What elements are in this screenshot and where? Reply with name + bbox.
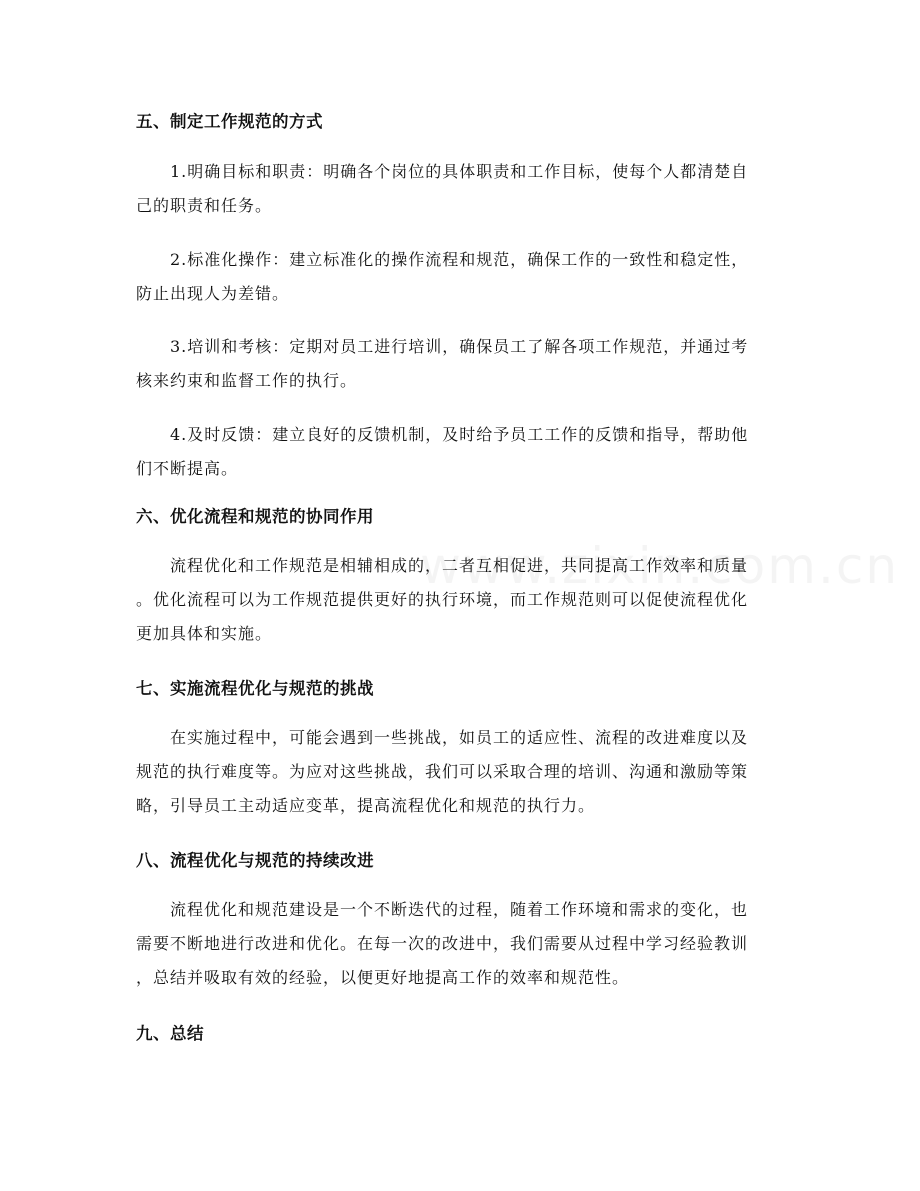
paragraph-line: 流程优化和工作规范是相辅相成的，二者互相促进，共同提高工作效率和质量 — [170, 556, 749, 575]
paragraph-line: 需要不断地进行改进和优化。在每一次的改进中，我们需要从过程中学习经验教训 — [136, 934, 749, 953]
list-item-training-assessment — [136, 330, 748, 398]
paragraph-line: 略，引导员工主动适应变革，提高流程优化和规范的执行力。 — [136, 796, 596, 815]
paragraph-line: 更加具体和实施。 — [136, 624, 273, 643]
paragraph-line: 2.标准化操作：建立标准化的操作流程和规范，确保工作的一致性和稳定性， — [170, 250, 749, 269]
list-item-goals-duties — [136, 155, 748, 223]
section-heading-8: 八、流程优化与规范的持续改进 — [136, 851, 374, 870]
paragraph-line: 1.明确目标和职责：明确各个岗位的具体职责和工作目标，使每个人都清楚自 — [170, 162, 749, 181]
paragraph-line: 3.培训和考核：定期对员工进行培训，确保员工了解各项工作规范，并通过考 — [170, 337, 749, 356]
paragraph-line: 防止出现人为差错。 — [136, 284, 290, 303]
list-item-timely-feedback — [136, 418, 748, 486]
paragraph-line: 规范的执行难度等。为应对这些挑战，我们可以采取合理的培训、沟通和激励等策 — [136, 762, 749, 781]
paragraph-line: 核来约束和监督工作的执行。 — [136, 371, 358, 390]
section-heading-6: 六、优化流程和规范的协同作用 — [136, 507, 374, 526]
section-heading-9: 九、总结 — [136, 1024, 204, 1043]
section-8-paragraph — [136, 893, 748, 995]
paragraph-line: ，总结并吸取有效的经验，以便更好地提高工作的效率和规范性。 — [136, 968, 630, 987]
section-heading-7: 七、实施流程优化与规范的挑战 — [136, 679, 374, 698]
section-6-paragraph — [136, 549, 748, 651]
section-heading-5: 五、制定工作规范的方式 — [136, 112, 323, 131]
paragraph-line: 。优化流程可以为工作规范提供更好的执行环境，而工作规范则可以促使流程优化 — [136, 590, 749, 609]
section-7-paragraph — [136, 721, 748, 823]
paragraph-line: 在实施过程中，可能会遇到一些挑战，如员工的适应性、流程的改进难度以及 — [170, 728, 749, 747]
paragraph-line: 己的职责和任务。 — [136, 196, 273, 215]
list-item-standardization — [136, 243, 748, 311]
paragraph-line: 流程优化和规范建设是一个不断迭代的过程，随着工作环境和需求的变化，也 — [170, 900, 749, 919]
paragraph-line: 4.及时反馈：建立良好的反馈机制，及时给予员工工作的反馈和指导，帮助他 — [170, 425, 749, 444]
paragraph-line: 们不断提高。 — [136, 459, 239, 478]
